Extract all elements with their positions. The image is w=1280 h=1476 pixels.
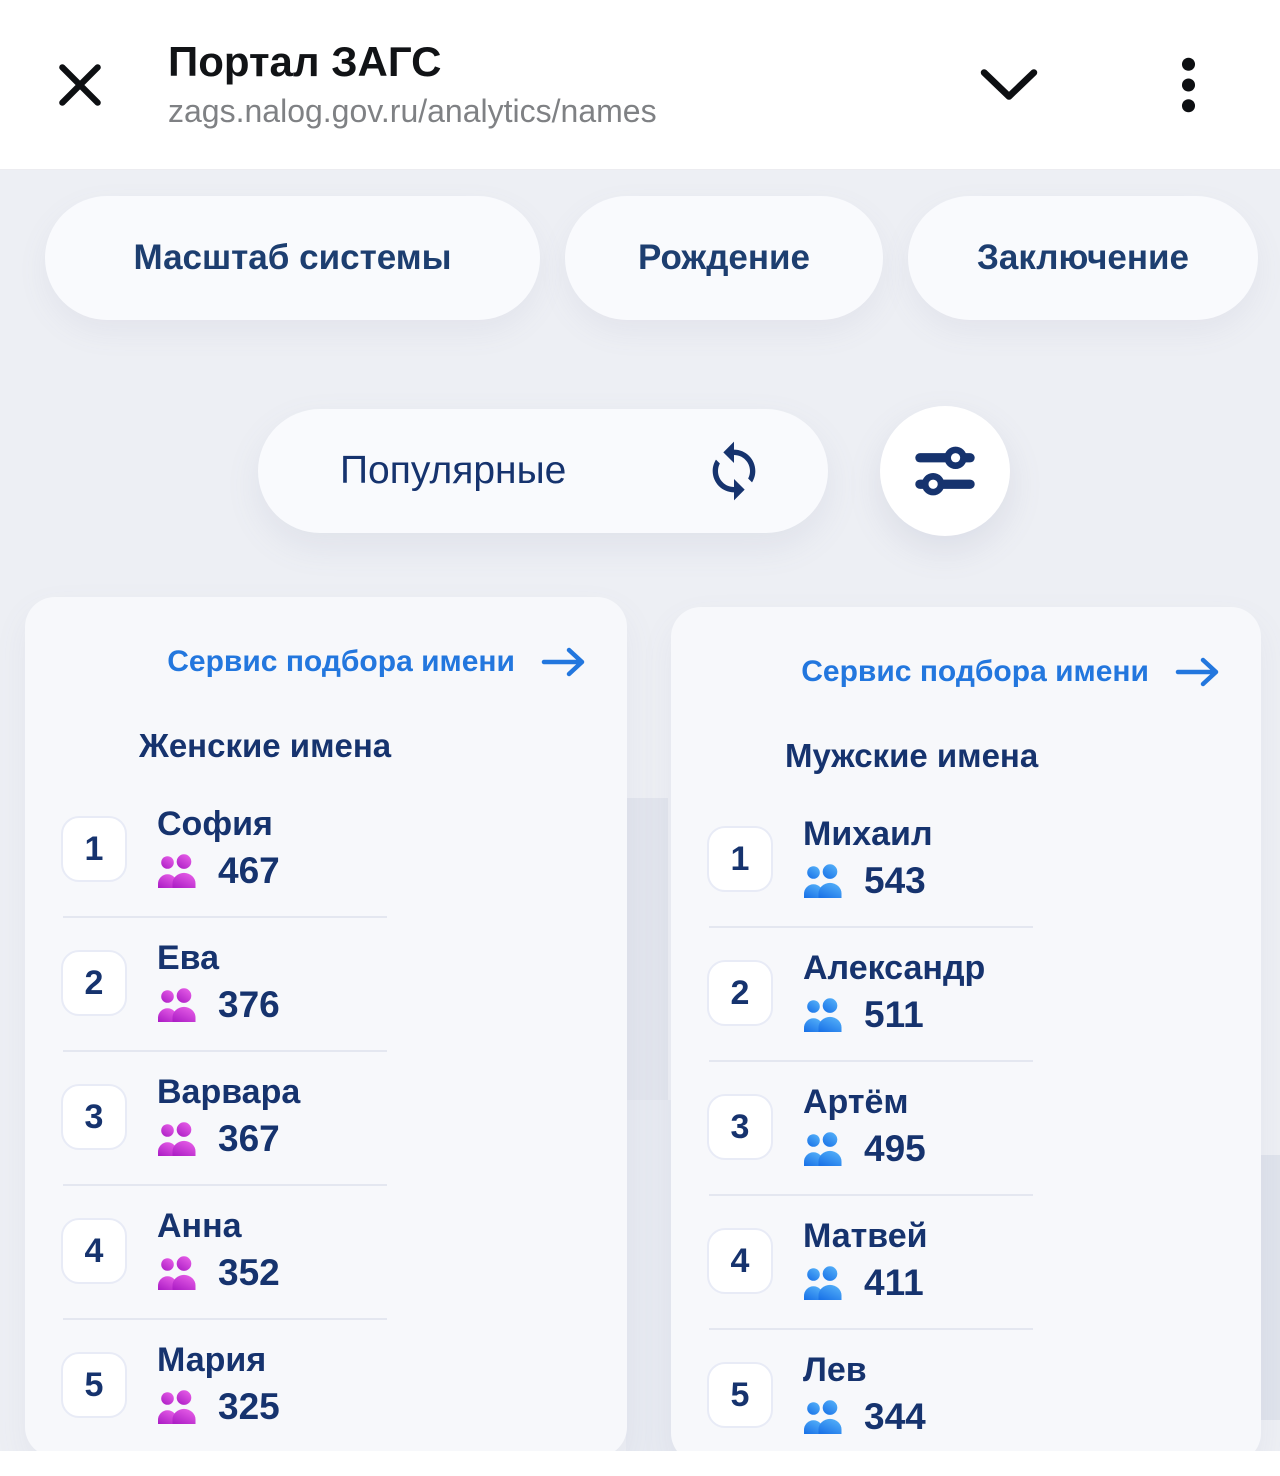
people-icon <box>803 998 848 1032</box>
refresh-icon[interactable] <box>702 439 766 503</box>
person-name: Матвей <box>803 1217 928 1256</box>
name-service-link[interactable] <box>61 645 587 679</box>
person-name: Михаил <box>803 815 933 854</box>
person-name: София <box>157 805 273 844</box>
name-count: 367 <box>218 1117 280 1159</box>
rank-badge: 1 <box>707 826 773 892</box>
sliders-icon <box>912 438 978 504</box>
name-service-link-label: Сервис подбора имени <box>801 655 1149 688</box>
rank-badge: 5 <box>707 1362 773 1428</box>
overflow-menu-button[interactable] <box>1176 56 1200 114</box>
list-item <box>61 1067 587 1186</box>
arrow-right-icon <box>541 646 587 678</box>
person-name: Артём <box>803 1083 909 1122</box>
name-count: 411 <box>864 1261 924 1303</box>
row-divider <box>709 1328 1033 1330</box>
name-count: 511 <box>864 993 924 1035</box>
female-names-list <box>61 799 587 1454</box>
list-item <box>61 1201 587 1320</box>
category-select[interactable] <box>258 409 828 533</box>
list-item <box>707 809 1221 928</box>
zags-analytics-page <box>0 170 1280 1464</box>
list-item <box>61 799 587 918</box>
female-names-card <box>25 597 627 1457</box>
row-divider <box>63 1050 387 1052</box>
name-service-link[interactable] <box>707 655 1221 689</box>
list-item <box>707 943 1221 1062</box>
rank-badge: 2 <box>61 950 127 1016</box>
male-names-list <box>707 809 1221 1464</box>
people-icon <box>803 864 848 898</box>
rank-badge: 4 <box>707 1228 773 1294</box>
name-count: 467 <box>218 849 280 891</box>
person-name: Лев <box>803 1351 867 1390</box>
close-tab-button[interactable] <box>52 57 108 113</box>
name-count: 325 <box>218 1385 280 1427</box>
rank-badge: 1 <box>61 816 127 882</box>
rank-badge: 5 <box>61 1352 127 1418</box>
person-name: Мария <box>157 1341 267 1380</box>
kebab-menu-icon <box>1181 57 1196 113</box>
people-icon <box>157 1122 202 1156</box>
site-info <box>168 39 977 130</box>
name-count: 543 <box>864 859 926 901</box>
tab-birth[interactable]: Рождение <box>565 196 883 320</box>
rank-badge: 3 <box>707 1094 773 1160</box>
bottom-strip <box>0 1451 1280 1464</box>
people-icon <box>803 1400 848 1434</box>
chevron-down-icon <box>980 67 1038 103</box>
rank-badge: 3 <box>61 1084 127 1150</box>
card-title-male: Мужские имена <box>785 737 1039 774</box>
tab-marriage[interactable]: Заключение <box>908 196 1258 320</box>
tab-system-scale[interactable]: Масштаб системы <box>45 196 540 320</box>
list-item <box>707 1211 1221 1330</box>
section-tabs <box>0 170 1280 320</box>
list-item <box>61 933 587 1052</box>
name-service-link-label: Сервис подбора имени <box>167 645 515 678</box>
rank-badge: 2 <box>707 960 773 1026</box>
name-rating-cards <box>0 597 1280 1463</box>
row-divider <box>63 916 387 918</box>
people-icon <box>157 1390 202 1424</box>
name-count: 352 <box>218 1251 280 1293</box>
person-name: Анна <box>157 1207 242 1246</box>
row-divider <box>709 1060 1033 1062</box>
person-name: Ева <box>157 939 220 978</box>
list-item <box>707 1345 1221 1464</box>
page-title: Портал ЗАГС <box>168 37 442 85</box>
name-count: 495 <box>864 1127 926 1169</box>
card-title-female: Женские имена <box>139 727 392 764</box>
arrow-right-icon <box>1175 656 1221 688</box>
list-item <box>707 1077 1221 1196</box>
filters-button[interactable] <box>880 406 1010 536</box>
name-count: 376 <box>218 983 280 1025</box>
row-divider <box>709 926 1033 928</box>
person-name: Александр <box>803 949 986 988</box>
close-icon <box>54 59 106 111</box>
name-count: 344 <box>864 1395 926 1437</box>
people-icon <box>803 1266 848 1300</box>
people-icon <box>157 854 202 888</box>
page-url: zags.nalog.gov.ru/analytics/names <box>168 93 657 130</box>
list-item <box>61 1335 587 1454</box>
people-icon <box>157 988 202 1022</box>
person-name: Варвара <box>157 1073 301 1112</box>
category-selected-label: Популярные <box>340 449 567 492</box>
row-divider <box>63 1318 387 1320</box>
browser-header <box>0 0 1280 170</box>
category-row <box>258 406 1280 536</box>
collapse-sheet-button[interactable] <box>977 61 1041 109</box>
male-names-card <box>671 607 1261 1463</box>
row-divider <box>709 1194 1033 1196</box>
people-icon <box>803 1132 848 1166</box>
people-icon <box>157 1256 202 1290</box>
row-divider <box>63 1184 387 1186</box>
rank-badge: 4 <box>61 1218 127 1284</box>
